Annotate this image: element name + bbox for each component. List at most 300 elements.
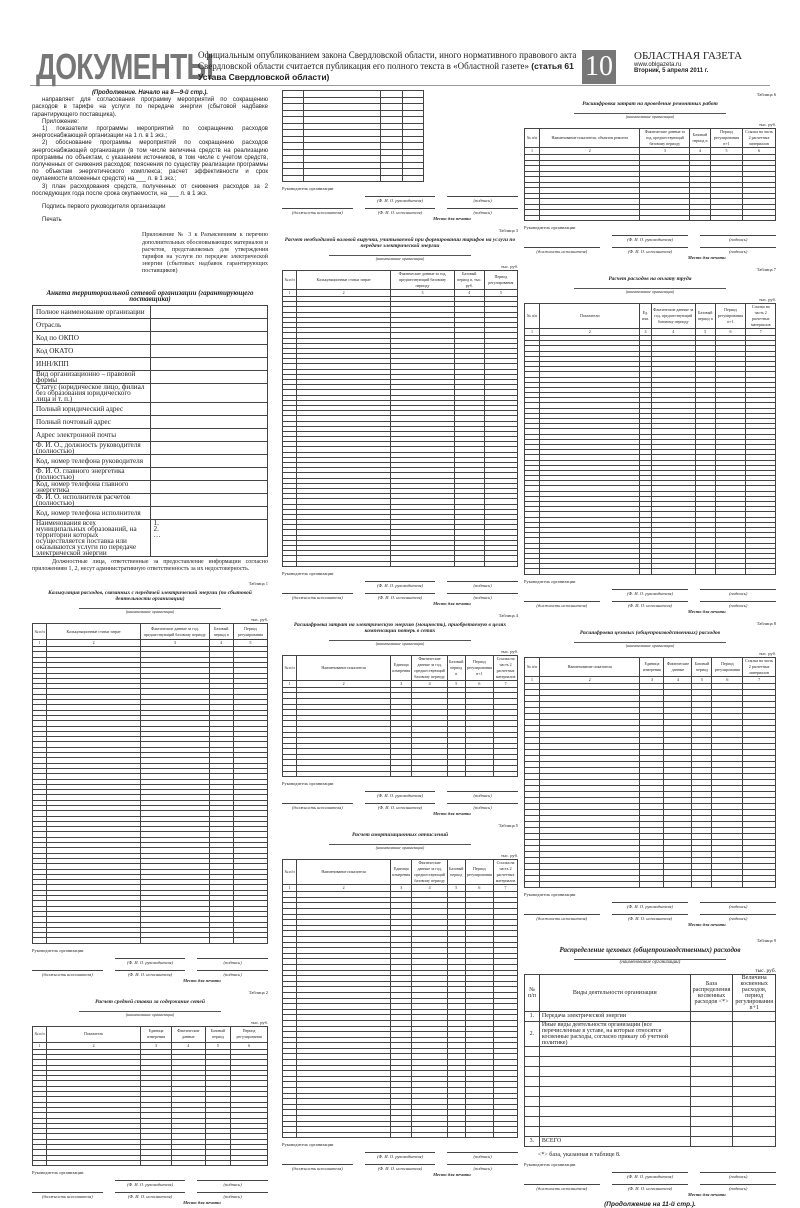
table-row [525,1046,776,1056]
cell[interactable] [47,938,141,943]
cell[interactable] [447,771,465,777]
cell: Иные виды деятельности организации (все перечисленные в уставе, на которые относятся косвенные расходы, согласно приказу об учетной политике) [539,1021,690,1046]
cell[interactable] [465,771,494,777]
form-row [33,383,268,402]
form-value[interactable] [150,454,268,467]
form-value[interactable] [150,344,268,357]
cell[interactable] [525,1116,540,1126]
cell: ВСЕГО [539,1136,690,1146]
lead-text: Официальным опубликованием закона Свердловской области, иного нормативного правового акта Свердловской области считается публикация его полного текста в «Областной газете» [198,50,577,71]
paper-name: ОБЛАСТНАЯ ГАЗЕТА [634,50,743,62]
cell[interactable] [733,1136,776,1146]
column-header: Фактические данные за год, предшествующий базовому периоду [141,624,209,640]
column-header: № п/п [525,129,540,148]
cell[interactable] [484,561,517,566]
continued-note: (Продолжение. Начало на 8—9-й стр.). [91,90,209,96]
form-label: Полный юридический адрес [33,402,151,415]
cell[interactable] [690,1011,733,1021]
column-number: 4 [171,1042,205,1049]
cell[interactable] [743,881,776,887]
cell[interactable] [454,561,484,566]
signature-block [524,892,776,928]
column-header: Фактические данные [171,1026,205,1042]
column-number: 1 [283,680,297,687]
cell[interactable] [465,1132,493,1138]
column-number: 3 [640,329,651,336]
cell[interactable] [412,1132,448,1138]
cell[interactable] [715,569,746,574]
signature-line: (подпись) [700,902,776,910]
column-number: 2 [47,1042,141,1049]
column-header: Ссылка на часть 2 расчетных материалов [494,860,518,885]
masthead [634,50,742,74]
column-number: 4 [690,148,711,155]
column-header: № п/п [525,974,540,1011]
column-3 [524,92,776,1208]
cell[interactable] [733,1076,776,1086]
column-header: Период регулирования [484,271,517,290]
position-line: (должность исполнителя) [32,1192,103,1200]
column-header: Период регулирования [233,624,267,640]
cell[interactable] [733,1021,776,1046]
cell[interactable] [539,1046,690,1056]
fio-head-line: (Ф. И. О. руководителя) [365,791,436,799]
fio-exec-line: (Ф. И. О. исполнителя) [365,1164,436,1172]
position-line: (должность исполнителя) [282,208,353,216]
paragraph: 1) показатели программы мероприятий по сокращению расходов энергоснабжающей организации на 1 л. в 1 экз.; [32,126,268,140]
cell[interactable] [733,1126,776,1136]
table-9-grid [524,974,776,1147]
org-name-line: (наименование организации) [329,255,471,262]
cell[interactable] [283,1132,297,1138]
cell[interactable] [141,1160,172,1165]
column-number: 3 [141,640,209,647]
head-label: Руководитель организации [32,1170,84,1176]
column-number: 6 [712,676,743,683]
column-number: 7 [494,680,518,687]
cell[interactable] [539,1116,690,1126]
form-row [33,331,268,344]
cell: 2. [525,1021,540,1046]
column-header: Базовый период n [690,129,711,148]
unit-label: тыс. руб. [500,264,518,269]
cell[interactable] [391,561,455,566]
t7-table-block [524,267,776,615]
signature-line: (подпись) [447,1164,518,1172]
header-lead [198,50,598,83]
form-value[interactable] [150,480,268,493]
stamp-place: Место для печати [433,1172,471,1178]
cell[interactable] [525,1046,540,1056]
cell[interactable] [743,215,776,221]
stamp-place: Место для печати [433,600,471,606]
cell[interactable] [540,569,640,574]
signature-line: (подпись) [447,593,518,601]
column-2 [282,90,518,1178]
header-row [33,1026,268,1042]
column-number: 5 [710,148,742,155]
column-header: № п/п [283,271,297,290]
cell[interactable] [690,1046,733,1056]
column-header: № п/п [525,304,540,329]
cell: 1. [525,1011,540,1021]
column-number: 6 [743,148,776,155]
fio-head-line: (Ф. И. О. руководителя) [115,1180,186,1188]
stamp-place: Место для печати [183,977,221,983]
table-row [525,1066,776,1076]
table-title: Расшифровка затрат на электрическую энергию (мощность), приобретаемую в целях компенсации потерь в сетях [293,621,507,634]
form-row [33,305,268,318]
table-row [525,215,776,221]
cell[interactable] [540,881,640,887]
column-header: Базовый период n [209,624,233,640]
org-name-line: (наименование организации) [79,608,221,615]
table-row [283,771,518,777]
fio-head-line: (Ф. И. О. руководителя) [612,235,688,243]
column-number: 3 [640,676,664,683]
signature-block [524,1162,776,1198]
org-form-table [32,305,268,557]
form-value[interactable] [150,506,268,519]
cell[interactable] [47,1160,141,1165]
position-line: (должность исполнителя) [282,803,353,811]
signature-block [282,186,518,222]
table-row [283,175,424,182]
head-label: Руководитель организации [524,578,576,584]
fio-exec-line: (Ф. И. О. исполнителя) [612,1184,688,1192]
column-number: 2 [297,885,391,892]
table-9-title: Распределение цеховых (общепроизводственных) расходов [559,945,741,954]
column-number: 1 [33,1042,47,1049]
cell[interactable] [690,1066,733,1076]
cell[interactable] [412,771,447,777]
cell[interactable] [525,569,540,574]
fio-head-line: (Ф. И. О. руководителя) [612,902,688,910]
cell[interactable] [690,1096,733,1106]
stamp-place: Место для печати [433,811,471,817]
form-row [33,493,268,506]
unit-label: тыс. руб. [500,853,518,859]
cell[interactable] [525,1056,540,1066]
cell[interactable] [33,1160,47,1165]
cell[interactable] [33,938,47,943]
cell[interactable] [733,1116,776,1126]
position-line: (должность исполнителя) [32,970,103,978]
signature-block [282,781,518,817]
cell[interactable] [539,1096,690,1106]
cell[interactable] [664,881,692,887]
table-row [33,938,268,943]
column-number: 1 [525,148,540,155]
form-value[interactable] [150,402,268,415]
column-number: 2 [297,290,391,297]
column-header: Ссылка на часть 2 расчетных материалов [743,129,776,148]
form-label: Полное наименование организации [33,305,151,318]
signature-line: (подпись) [447,208,518,216]
t5-table-block [282,823,518,1178]
table-label: Таблица 8 [756,620,776,626]
table-title: Расчет амортизационных отчислений [351,832,449,839]
form-value[interactable] [150,467,268,480]
form-label: Вид организационно – правовой формы [33,370,151,383]
paragraph: направляет для согласования программу мероприятий по сокращению расходов в тарифе на услуги по передаче энергии (сбытовой надбавке гарантирующего поставщика). [32,97,268,118]
column-header: Базовый период n [447,655,465,680]
column-header: Наименование показателя [297,655,391,680]
cell[interactable] [233,938,267,943]
column-header: Единица измерения [391,860,412,885]
cell[interactable] [690,215,711,221]
column-number: 1 [525,329,540,336]
paragraph: Приложение: [42,118,79,125]
column-header: Единица измерения [391,655,412,680]
column-header: Наименование показателя, объектов ремонта [540,129,640,148]
cell[interactable] [733,1046,776,1056]
stamp-place: Место для печати [183,1200,221,1206]
column-number: 3 [391,290,455,297]
form-label: Код, номер телефона руководителя [33,454,151,467]
column-header: Наименование показателя [297,860,391,885]
column-header: Калькуляционные статьи затрат [47,624,141,640]
form-label: Код ОКАТО [33,344,151,357]
cell[interactable] [231,1160,268,1165]
header-row [525,657,776,676]
column-number: 3 [391,885,412,892]
section-title: ДОКУМЕНТЫ [36,46,214,87]
form-value[interactable]: 1. 2. … [150,519,268,556]
cell[interactable] [733,1086,776,1096]
signature-block [524,225,776,261]
fio-exec-line: (Ф. И. О. исполнителя) [612,601,688,609]
header-row [525,974,776,1011]
cell[interactable] [539,1086,690,1096]
stamp-place: Место для печати [687,255,726,260]
fio-head-line: (Ф. И. О. руководителя) [612,1172,688,1180]
cell[interactable] [209,938,233,943]
cell[interactable] [494,1132,518,1138]
cell[interactable] [297,1132,391,1138]
column-header: Период регулирования n+1 [715,304,746,329]
form-label: Ф. И. О. главного энергетика (полностью) [33,467,151,480]
cell[interactable] [651,569,695,574]
table-row [283,561,518,566]
head-label: Руководитель организации [524,225,576,230]
paragraph: Печать [42,217,62,224]
org-name-line: (наименование организации) [574,642,725,649]
data-table [282,859,518,1138]
unit-label: тыс. руб. [250,1019,268,1025]
cell[interactable] [690,1116,733,1126]
column-header: Фактические данные за год, предшествующий базовому периоду [412,655,447,680]
cell[interactable] [695,569,715,574]
paragraph: 3) план расходования средств, полученных от снижения расходов за 2 последующих года после срока окупаемости, на ___ л. в 1 экз. [32,183,268,197]
cell[interactable] [297,561,391,566]
cell[interactable] [494,771,518,777]
cell[interactable] [141,938,209,943]
signature-block [32,1170,268,1206]
column-number: 6 [715,329,746,336]
form-value[interactable] [150,441,268,454]
cell[interactable] [640,569,651,574]
form-row [33,357,268,370]
org-name-line: (наименование организации) [574,288,725,295]
cell[interactable] [690,1076,733,1086]
cell[interactable] [539,1056,690,1066]
cell[interactable] [640,881,664,887]
cell[interactable] [525,1096,540,1106]
org-name-line: (наименование организации) [329,844,471,851]
column-number: 5 [692,676,712,683]
cell[interactable] [205,1160,231,1165]
cell[interactable] [525,1076,540,1086]
position-line: (должность исполнителя) [524,601,600,609]
header-row [525,129,776,148]
fio-exec-line: (Ф. И. О. исполнителя) [115,1192,186,1200]
cell[interactable] [539,1066,690,1076]
cell: Передача электрической энергии [539,1011,690,1021]
form-label: ИНН/КПП [33,357,151,370]
footnote: <*> база, указанная в таблице 8. [538,1151,621,1158]
column-header: Период регулирования n+1 [465,655,494,680]
form-value[interactable] [150,428,268,441]
cell[interactable] [525,1066,540,1076]
form-value[interactable] [150,305,268,318]
form-label: Код, номер телефона главного энергетика [33,480,151,493]
org-name-line: (наименование организации) [329,640,471,647]
unit-label: тыс. руб. [755,967,776,974]
cell[interactable] [640,215,690,221]
continued-next: (Продолжение на 11-й стр.). [604,1200,696,1208]
column-number: 4 [651,329,695,336]
fio-head-line: (Ф. И. О. руководителя) [612,589,688,597]
cell[interactable] [283,561,297,566]
column-header: Фактические данные за год, предшествующий базовому периоду [651,304,695,329]
cell[interactable] [539,1076,690,1086]
column-header: № п/п [33,624,47,640]
column-number: 5 [695,329,715,336]
cell[interactable] [525,215,540,221]
form-row [33,519,268,556]
column-header: № п/п [33,1026,47,1042]
form-row [33,467,268,480]
form-value[interactable] [150,383,268,402]
table-row [525,1116,776,1126]
paper-url[interactable]: www.oblgazeta.ru [634,62,682,68]
cell[interactable] [283,771,297,777]
form-value[interactable] [150,357,268,370]
column-number: 4 [209,640,233,647]
column-header: № п/п [283,655,297,680]
cell[interactable] [733,1011,776,1021]
table-9-label: Таблица 9 [756,937,776,943]
cell[interactable] [690,1086,733,1096]
cell[interactable] [381,175,402,182]
position-line: (должность исполнителя) [524,914,600,922]
column-header: Фактические данные за год, предшествующий базовому периоду [640,129,690,148]
column-header: Наименование показателя [540,657,640,676]
cell[interactable] [733,1096,776,1106]
cell[interactable] [690,1056,733,1066]
cell[interactable] [540,215,640,221]
form-value[interactable] [150,331,268,344]
form-value[interactable] [150,370,268,383]
column-number: 2 [540,329,640,336]
column-number: 7 [494,885,518,892]
cell[interactable] [539,1126,690,1136]
cell[interactable] [391,1132,412,1138]
table-row [33,1160,268,1165]
appendix-note: Приложение № 3 к Разъяснениям к перечню дополнительных обосновывающих материалов и расчетов, представляемых для утверждения тарифов на услуги по передаче электрической энергии (сбытовых надбавок гарантирующих поставщиков) [142,232,268,275]
cell[interactable] [525,1086,540,1096]
head-label: Руководитель организации [282,781,334,787]
cell[interactable] [712,881,743,887]
fio-head-line: (Ф. И. О. руководителя) [115,958,186,966]
form-value[interactable] [150,415,268,428]
signature-block [282,571,518,607]
cell[interactable] [391,771,412,777]
form-row [33,402,268,415]
cell[interactable] [402,175,423,182]
data-table [524,657,776,888]
stamp-place: Место для печати [687,921,726,927]
form-row [33,318,268,331]
column-header: Базовый период n, тыс. руб. [454,271,484,290]
cell[interactable] [447,1132,465,1138]
signature-line: (подпись) [447,581,518,589]
cell[interactable] [525,881,540,887]
cell[interactable] [733,1066,776,1076]
signature-line: (подпись) [700,1172,776,1180]
cell[interactable] [746,569,776,574]
cell[interactable] [733,1056,776,1066]
cell[interactable] [710,215,742,221]
cell[interactable] [297,771,391,777]
form-row [33,428,268,441]
t6-table-block [524,92,776,261]
continued-table [282,90,424,182]
table-row [525,1086,776,1096]
signature-line: (подпись) [197,970,268,978]
cell[interactable] [690,1136,733,1146]
table-row [525,881,776,887]
signature-line: (подпись) [197,958,268,966]
form-label: Код по ОКПО [33,331,151,344]
cell[interactable] [171,1160,205,1165]
table-title: Расчет расходов на оплату труда [608,276,692,282]
data-table [32,623,268,944]
signature-block [32,948,268,984]
column-number: 6 [231,1042,268,1049]
column-number: 5 [447,885,465,892]
signature-line: (подпись) [700,247,776,255]
column-header: Ссылка на часть 2 расчетных материалов [494,655,518,680]
cell[interactable] [690,1021,733,1046]
form-title: Анкета территориальной сетевой организации (гарантирующего поставщика) [46,288,254,303]
responsibility-note: Должностные лица, ответственные за предоставление информации согласно приложениям 1, 2, несут административную ответственность за их недостоверность. [32,558,268,572]
column-number: 4 [664,676,692,683]
cell[interactable] [283,175,304,182]
form-value[interactable] [150,318,268,331]
paragraph: 2) обоснование программы мероприятий по сокращению расходов энергоснабжающей организации (в том числе величина средств на реализацию программы по объектам, с указанием источников, в том числе с учетом средств, полученных от снижения расходов; пояснения по существу реализации программы по объектам энергетического комплекса; расчет эффективности и срок окупаемости вложенных средств) на ___ л. в 1 экз.; [32,140,268,183]
form-label: Полный почтовый адрес [33,415,151,428]
cell[interactable] [690,1126,733,1136]
header-row [283,271,518,290]
cell[interactable] [525,1126,540,1136]
table-title: Расчет средней ставки за содержание сетей [95,998,205,1005]
table-row [525,1011,776,1021]
form-value[interactable] [150,493,268,506]
cell[interactable] [304,175,381,182]
cell[interactable] [692,881,712,887]
